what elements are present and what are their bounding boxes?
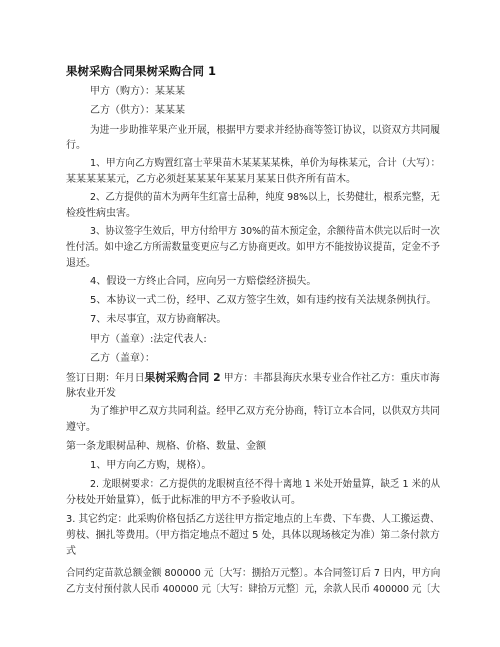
item-2-line: 2. 龙眼树要求：乙方提供的龙眼树直径不得十离地 1 米处开始量算，缺乏 1 米的从 bbox=[90, 479, 441, 490]
party-b-line: 乙方（供方）：某某某 bbox=[90, 105, 185, 116]
sign-date-label: 签订日期：年月日 bbox=[66, 373, 145, 384]
item-1-line: 1、甲方向乙方购，规格）。 bbox=[90, 460, 212, 471]
item-3-line: 3. 其它约定：此采购价格包括乙方送往甲方指定地点的上车费、下车费、人工搬运费、 bbox=[66, 514, 440, 525]
intro-paragraph-line: 行。 bbox=[66, 140, 86, 151]
clause-5-line: 5、本协议一式二份，经甲、乙双方签字生效，如有违约按有关法规条例执行。 bbox=[90, 295, 437, 306]
contract-2-title: 果树采购合同 2 bbox=[144, 371, 221, 384]
clause-3-line: 3、协议签字生效后，甲方付给甲方 30%的苗木预定金，余额待苗木供完以后时一次 bbox=[90, 226, 440, 237]
contract-2-header-line: 脉农业开发 bbox=[66, 388, 116, 399]
payment-line: 乙方支付预付款人民币 400000 元〔大写：肆拾万元整〕元，余款人民币 400000 元〔大 bbox=[66, 584, 441, 595]
document-title: 果树采购合同果树采购合同 1 bbox=[66, 64, 217, 78]
clause-2-line: 检疫性病虫害。 bbox=[66, 208, 136, 219]
intro-2-line: 为了维护甲乙双方共同利益。经甲乙双方充分协商，特订立本合同，以供双方共同 bbox=[90, 406, 440, 417]
intro-2-line: 遵守。 bbox=[66, 422, 96, 433]
item-3-line: 式 bbox=[66, 546, 76, 557]
contract-2-header bbox=[66, 371, 440, 385]
seal-party-b: 乙方（盖章）： bbox=[90, 353, 155, 364]
article-1-heading: 第一条龙眼树品种、规格、价格、数量、金额 bbox=[66, 441, 266, 452]
item-2-line: 分枝处开始量算），低于此标准的甲方不予验收认可。 bbox=[66, 495, 301, 506]
intro-paragraph-line: 为进一步助推苹果产业开展，根据甲方要求并经协商等签订协议，以资双方共同履 bbox=[90, 125, 440, 136]
clause-1-line: 某某某某某元，乙方必须赶某某某年某某月某某日供齐所有苗木。 bbox=[66, 174, 356, 185]
contract-2-parties: 甲方：丰都县海庆水果专业合作社乙方：重庆市海 bbox=[220, 373, 440, 384]
payment-line: 合同约定苗款总额金额 800000 元〔大写：捌拾万元整〕。本合同签订后 7 日内，甲方向 bbox=[66, 568, 441, 579]
seal-party-a: 甲方（盖章）:法定代表人: bbox=[90, 334, 207, 345]
clause-3-line: 性付活。如中途乙方所需数量变更应与乙方协商更改。如甲方不能按协议提苗，定金不予 bbox=[66, 242, 440, 253]
clause-1-line: 1、甲方向乙方购置红富士苹果苗木某某某某株，单价为每株某元，合计（大写）： bbox=[90, 158, 441, 169]
item-3-line: 剪枝、捆扎等费用。（甲方指定地点不超过 5 处，具体以现场核定为准）第二条付款方 bbox=[66, 530, 440, 541]
clause-7-line: 7、未尽事宜，双方协商解决。 bbox=[90, 314, 227, 325]
party-a-line: 甲方（购方）：某某某 bbox=[90, 86, 185, 97]
clause-2-line: 2、乙方提供的苗木为两年生红富士品种，纯度 98%以上，长势健壮，根系完整，无 bbox=[90, 192, 440, 203]
clause-4-line: 4、假设一方终止合同，应向另一方赔偿经济损失。 bbox=[90, 276, 317, 287]
clause-3-line: 退还。 bbox=[66, 258, 96, 269]
